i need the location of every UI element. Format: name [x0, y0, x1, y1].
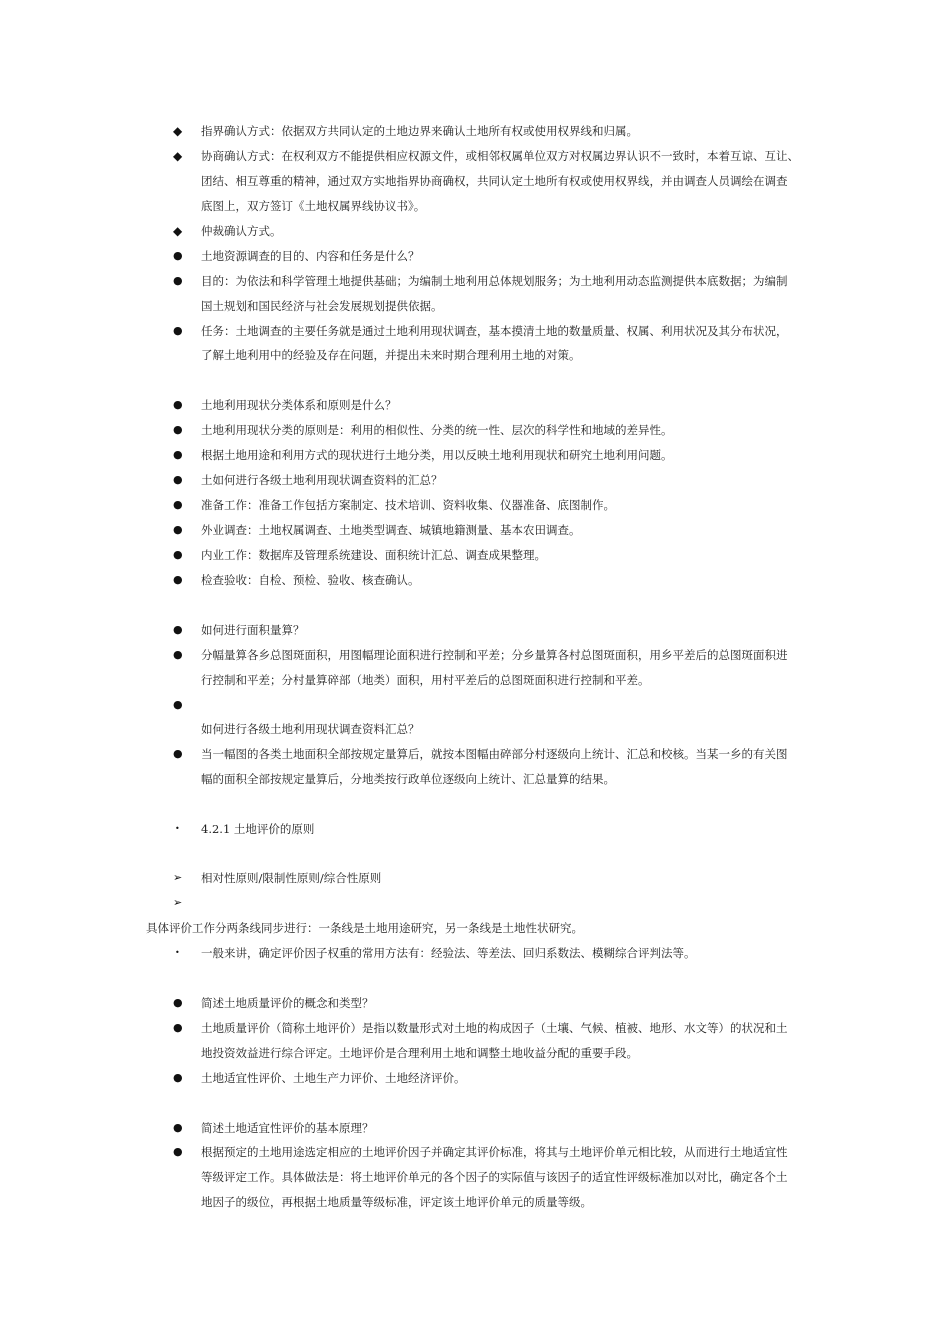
list-bullet-icon: ● — [173, 996, 183, 1009]
list-bullet-icon: ◆ — [173, 124, 183, 138]
list-item-text: 简述土地质量评价的概念和类型？ — [201, 996, 374, 1010]
list-item-text: 内业工作：数据库及管理系统建设、面积统计汇总、调查成果整理。 — [201, 548, 546, 562]
list-item-text: 土如何进行各级土地利用现状调查资料的汇总？ — [201, 473, 443, 487]
list-item-text: 检查验收：自检、预检、验收、核查确认。 — [201, 573, 420, 587]
list-bullet-icon: ● — [173, 573, 183, 586]
list-bullet-icon: • — [175, 824, 180, 833]
list-bullet-icon: ➢ — [173, 871, 183, 884]
list-bullet-icon: ● — [173, 398, 183, 411]
list-bullet-icon: ● — [173, 423, 183, 436]
list-item-text: 地投资效益进行综合评定。土地评价是合理利用土地和调整土地收益分配的重要手段。 — [201, 1046, 638, 1060]
list-item-text: 简述土地适宜性评价的基本原理？ — [201, 1121, 374, 1135]
list-bullet-icon: ● — [173, 623, 183, 636]
list-item-text: 协商确认方式：在权利双方不能提供相应权源文件，或相邻权属单位双方对权属边界认识不一致时，本着互谅、互让、 — [201, 149, 799, 163]
list-item-text: 4.2.1 土地评价的原则 — [201, 822, 315, 836]
list-bullet-icon: ● — [173, 274, 183, 287]
list-item-text: 了解土地利用中的经验及存在问题，并提出未来时期合理利用土地的对策。 — [201, 348, 581, 362]
list-bullet-icon: ◆ — [173, 224, 183, 238]
list-item-text: 具体评价工作分两条线同步进行：一条线是土地用途研究，另一条线是土地性状研究。 — [146, 921, 583, 935]
list-bullet-icon: ● — [173, 1145, 183, 1158]
list-item-text: 土地适宜性评价、土地生产力评价、土地经济评价。 — [201, 1071, 466, 1085]
list-item-text: 土地利用现状分类的原则是：利用的相似性、分类的统一性、层次的科学性和地域的差异性。 — [201, 423, 673, 437]
list-bullet-icon: ● — [173, 324, 183, 337]
list-bullet-icon: ◆ — [173, 149, 183, 163]
list-bullet-icon: ● — [173, 548, 183, 561]
list-bullet-icon: ● — [173, 448, 183, 461]
list-bullet-icon: ➢ — [173, 896, 183, 909]
list-bullet-icon: ● — [173, 648, 183, 661]
list-bullet-icon: ● — [173, 473, 183, 486]
list-item-text: 行控制和平差；分村量算碎部（地类）面积，用村平差后的总图斑面积进行控制和平差。 — [201, 673, 650, 687]
list-item-text: 地因子的级位，再根据土地质量等级标准，评定该土地评价单元的质量等级。 — [201, 1195, 592, 1209]
list-item-text: 底图上，双方签订《土地权属界线协议书》。 — [201, 199, 426, 213]
list-item-text: 一般来讲，确定评价因子权重的常用方法有：经验法、等差法、回归系数法、模糊综合评判法等。 — [201, 946, 696, 960]
list-item-text: 土地利用现状分类体系和原则是什么？ — [201, 398, 397, 412]
list-item-text: 幅的面积全部按规定量算后，分地类按行政单位逐级向上统计、汇总量算的结果。 — [201, 772, 615, 786]
list-item-text: 如何进行各级土地利用现状调查资料汇总？ — [201, 722, 420, 736]
list-item-text: 仲裁确认方式。 — [201, 224, 282, 238]
list-item-text: 分幅量算各乡总图斑面积，用图幅理论面积进行控制和平差；分乡量算各村总图斑面积，用乡平差后的总图斑面积进 — [201, 648, 788, 662]
list-item-text: 准备工作：准备工作包括方案制定、技术培训、资料收集、仪器准备、底图制作。 — [201, 498, 615, 512]
list-bullet-icon: ● — [173, 249, 183, 262]
list-bullet-icon: ● — [173, 747, 183, 760]
list-item-text: 国土规划和国民经济与社会发展规划提供依据。 — [201, 299, 443, 313]
list-item-text: 外业调查：土地权属调查、土地类型调查、城镇地籍测量、基本农田调查。 — [201, 523, 581, 537]
list-bullet-icon: • — [175, 948, 180, 957]
list-item-text: 土地资源调查的目的、内容和任务是什么？ — [201, 249, 420, 263]
list-item-text: 等级评定工作。具体做法是：将土地评价单元的各个因子的实际值与该因子的适宜性评级标准加以对比，确定各个土 — [201, 1170, 788, 1184]
list-bullet-icon: ● — [173, 523, 183, 536]
list-item-text: 当一幅图的各类土地面积全部按规定量算后，就按本图幅由碎部分村逐级向上统计、汇总和校核。当某一乡的有关图 — [201, 747, 788, 761]
list-item-text: 目的：为依法和科学管理土地提供基础；为编制土地利用总体规划服务；为土地利用动态监测提供本底数据；为编制 — [201, 274, 788, 288]
list-item-text: 相对性原则/限制性原则/综合性原则 — [201, 871, 382, 885]
list-item-text: 团结、相互尊重的精神，通过双方实地指界协商确权，共同认定土地所有权或使用权界线，并由调查人员调绘在调查 — [201, 174, 788, 188]
list-item-text: 土地质量评价（简称土地评价）是指以数量形式对土地的构成因子（土壤、气候、植被、地形、水文等）的状况和土 — [201, 1021, 788, 1035]
list-bullet-icon: ● — [173, 1121, 183, 1134]
list-item-text: 指界确认方式：依据双方共同认定的土地边界来确认土地所有权或使用权界线和归属。 — [201, 124, 638, 138]
list-bullet-icon: ● — [173, 498, 183, 511]
list-bullet-icon: ● — [173, 698, 183, 711]
list-item-text: 任务：土地调查的主要任务就是通过土地利用现状调查，基本摸清土地的数量质量、权属、利用状况及其分布状况， — [201, 324, 788, 338]
list-item-text: 根据土地用途和利用方式的现状进行土地分类，用以反映土地利用现状和研究土地利用问题。 — [201, 448, 673, 462]
list-item-text: 如何进行面积量算？ — [201, 623, 305, 637]
list-bullet-icon: ● — [173, 1071, 183, 1084]
list-item-text: 根据预定的土地用途选定相应的土地评价因子并确定其评价标准，将其与土地评价单元相比较，从而进行土地适宜性 — [201, 1145, 788, 1159]
list-bullet-icon: ● — [173, 1021, 183, 1034]
